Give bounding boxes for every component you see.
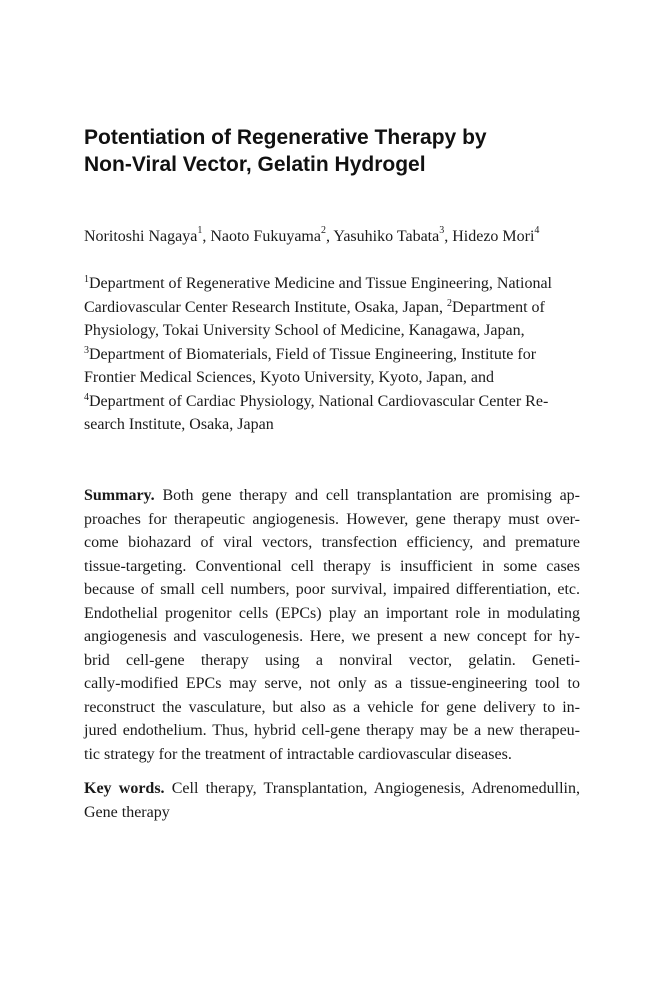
author-separator: ,: [444, 228, 453, 245]
summary-line: tic strategy for the treatment of intractable cardiovascular diseases.: [84, 745, 512, 763]
author-name: Yasuhiko Tabata: [333, 228, 440, 245]
keywords-paragraph: [84, 777, 580, 824]
author-affiliation-mark: 4: [534, 225, 540, 236]
summary-line: tissue-targeting. Conventional cell therapy is insufficient in some cases: [84, 557, 580, 575]
author-affiliation-mark: 1: [197, 225, 203, 236]
affiliation-line: Frontier Medical Sciences, Kyoto University, Kyoto, Japan, and: [84, 369, 494, 386]
title-line: Potentiation of Regenerative Therapy by: [84, 126, 487, 149]
affiliation-mark: 1: [84, 274, 89, 285]
affiliation-mark: 4: [84, 391, 89, 403]
summary-line: proaches for therapeutic angiogenesis. However, gene therapy must over-: [84, 510, 580, 528]
affiliation-line: $^3$Department of Biomaterials, Field of Tissue Engineering, Institute for: [84, 344, 537, 363]
summary-heading: Summary.: [84, 487, 155, 504]
summary-line: brid cell-gene therapy using a nonviral vector, gelatin. Geneti-: [84, 651, 580, 669]
author-name: Noritoshi Nagaya: [84, 228, 198, 245]
affiliation-line: Physiology, Tokai University School of Medicine, Kanagawa, Japan,: [84, 322, 525, 339]
affiliations-block: [84, 272, 580, 437]
author-affiliation-mark: 3: [439, 225, 445, 236]
author-list: [84, 226, 624, 248]
summary-line: come biohazard of viral vectors, transfection efficiency, and premature: [84, 534, 580, 551]
summary-line: Endothelial progenitor cells (EPCs) play an important role in modulating: [84, 604, 580, 622]
paper-title: [84, 124, 604, 178]
author-separator: ,: [202, 228, 211, 245]
affiliation-line: $^1$Department of Regenerative Medicine and Tissue Engineering, National: [84, 274, 552, 292]
summary-paragraph: [84, 484, 580, 766]
summary-line: angiogenesis and vasculogenesis. Here, we present a new concept for hy-: [84, 628, 580, 645]
affiliation-mark: 2: [446, 297, 452, 309]
summary-line: cally-modified EPCs may serve, not only as a tissue-engineering tool to: [84, 675, 580, 692]
summary-line: because of small cell numbers, poor survival, impaired differentiation, etc.: [84, 581, 580, 598]
summary-line: Summary. Both gene therapy and cell transplantation are promising ap-: [84, 487, 580, 504]
summary-line: jured endothelium. Thus, hybrid cell-gene therapy may be a new therapeu-: [84, 722, 580, 739]
keywords-line: Key words. Cell therapy, Transplantation, Angiogenesis, Adrenomedullin,: [84, 780, 580, 797]
affiliation-mark: 3: [84, 344, 89, 356]
author-name: Hidezo Mori: [452, 228, 535, 245]
author-name: Naoto Fukuyama: [210, 228, 321, 245]
title-line: Non-Viral Vector, Gelatin Hydrogel: [84, 153, 426, 176]
author-separator: ,: [325, 228, 334, 245]
summary-line: reconstruct the vasculature, but also as a vehicle for gene delivery to in-: [84, 698, 580, 716]
affiliation-line: Cardiovascular Center Research Institute, Osaka, Japan, $^2$Department of: [84, 297, 545, 316]
keywords-line: Gene therapy: [84, 803, 170, 821]
affiliation-line: $^4$Department of Cardiac Physiology, National Cardiovascular Center Re-: [84, 391, 549, 410]
keywords-heading: Key words.: [84, 780, 165, 797]
affiliation-line: search Institute, Osaka, Japan: [84, 416, 274, 433]
author-affiliation-mark: 2: [320, 225, 326, 236]
